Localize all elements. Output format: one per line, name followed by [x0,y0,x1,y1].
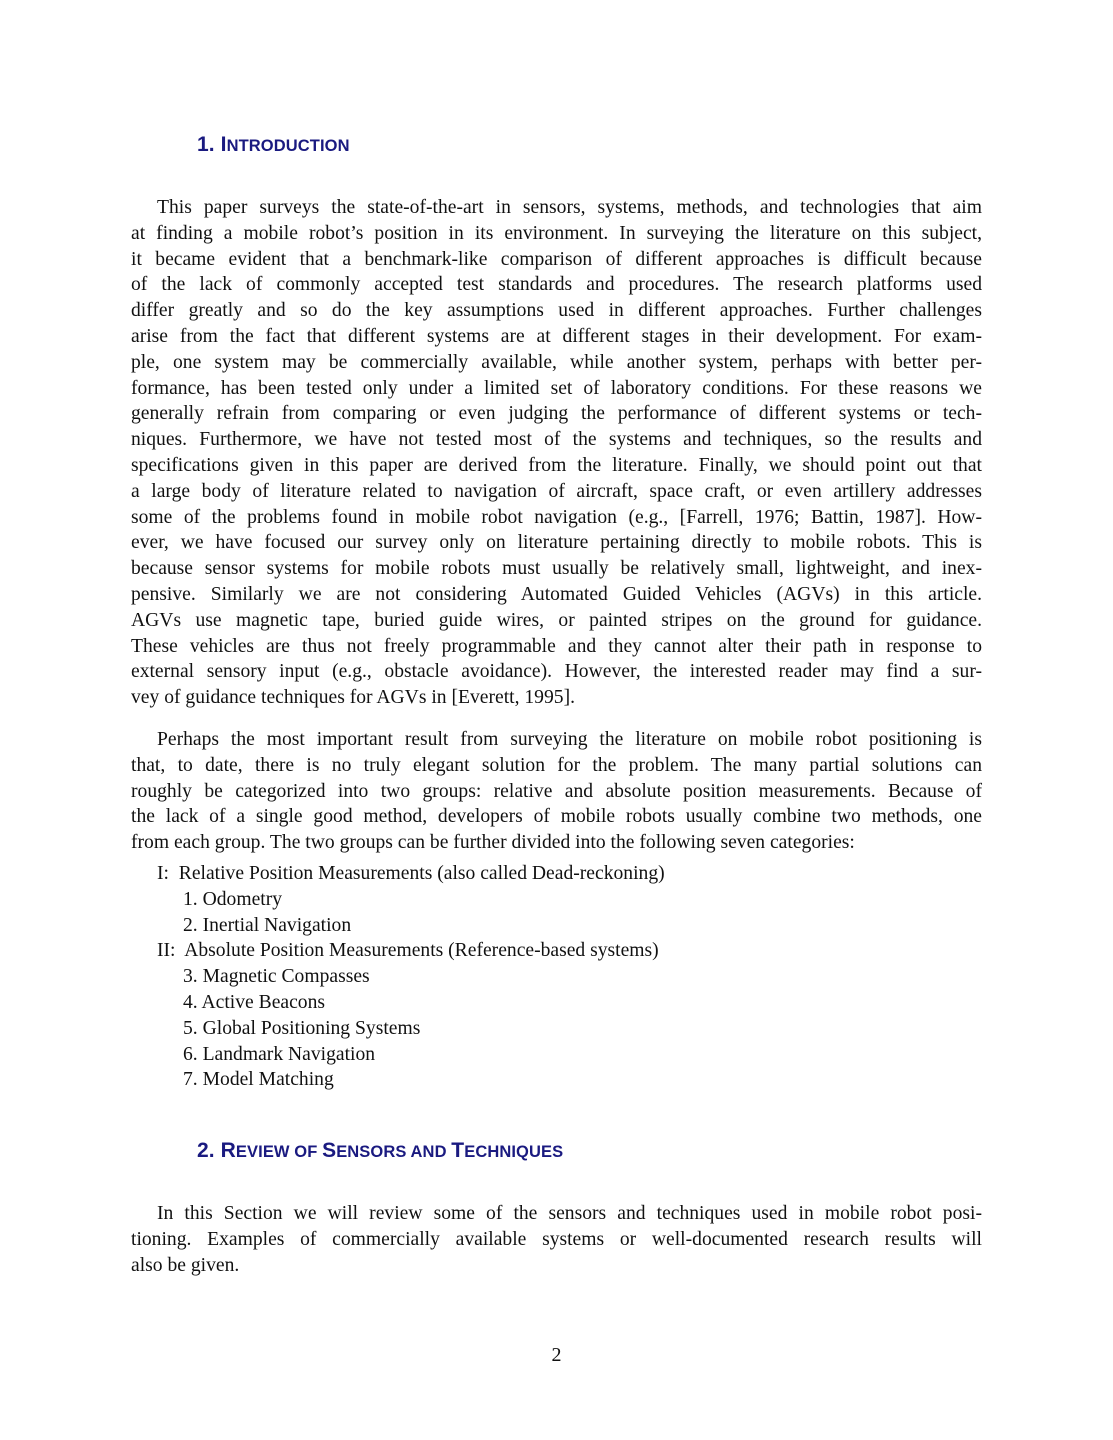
heading-text-smallcaps: ECHNIQUES [464,1143,564,1161]
category-item: 1. Odometry [183,888,283,910]
category-item: 2. Inertial Navigation [183,914,352,936]
text-line: niques. Furthermore, we have not tested most of the systems and techniques, so the results and [131,429,982,451]
text-line: it became evident that a benchmark-like comparison of different approaches is difficult because [131,248,982,270]
section-heading-introduction [197,133,350,157]
heading-text-smallcaps: NTRODUCTION [226,137,350,155]
text-line: the lack of a single good method, developers of mobile robots usually combine two methods, one [131,806,982,828]
text-line: from each group. The two groups can be further divided into the following seven categories: [131,832,855,854]
text-line: some of the problems found in mobile robot navigation (e.g., [Farrell, 1976; Battin, 1987]. How- [131,506,982,528]
text-line: tioning. Examples of commercially available systems or well-documented research results will [131,1228,982,1250]
text-line: AGVs use magnetic tape, buried guide wires, or painted stripes on the ground for guidance. [131,609,982,631]
intro-paragraph-1 [131,195,982,711]
heading-text: I [220,133,227,156]
text-line: ever, we have focused our survey only on literature pertaining directly to mobile robots. This is [131,532,982,554]
category-item: 5. Global Positioning Systems [183,1017,421,1039]
category-item: 6. Landmark Navigation [183,1043,376,1065]
heading-text: S [322,1139,337,1162]
text-line: because sensor systems for mobile robots must usually be relatively small, lightweight, and inex- [131,558,982,580]
category-item: 4. Active Beacons [183,991,326,1013]
category-group-relative: I: Relative Position Measurements (also called Dead-reckoning) [157,863,665,884]
text-line: roughly be categorized into two groups: relative and absolute position measurements. Because of [131,780,982,802]
text-line: external sensory input (e.g., obstacle avoidance). However, the interested reader may find a sur- [131,661,982,683]
heading-number: 1. [197,133,221,156]
section-heading-review [197,1139,563,1163]
review-paragraph-1 [131,1201,982,1278]
text-line: vey of guidance techniques for AGVs in [Everett, 1995]. [131,687,575,709]
category-group-absolute: II: Absolute Position Measurements (Reference-based systems) [157,940,659,962]
heading-text-smallcaps: ENSORS AND [336,1143,452,1161]
text-line: generally refrain from comparing or even judging the performance of different systems or tech- [131,403,982,425]
text-line: In this Section we will review some of the sensors and techniques used in mobile robot posi- [157,1203,982,1224]
text-line: Perhaps the most important result from surveying the literature on mobile robot positioning is [157,729,982,750]
text-line: that, to date, there is no truly elegant solution for the problem. The many partial solutions can [131,754,982,776]
heading-text: R [220,1139,236,1162]
text-line: These vehicles are thus not freely programmable and they cannot alter their path in response to [131,635,982,657]
text-line: a large body of literature related to navigation of aircraft, space craft, or even artillery addresses [131,480,982,502]
intro-paragraph-2 [131,727,982,856]
text-line: also be given. [131,1254,240,1276]
heading-text-smallcaps: EVIEW OF [235,1143,323,1161]
text-line: specifications given in this paper are derived from the literature. Finally, we should point out that [131,454,982,476]
category-list [157,861,665,1093]
heading-text: T [451,1139,465,1162]
text-line: differ greatly and so do the key assumptions used in different approaches. Further challenges [131,300,982,322]
text-line: pensive. Similarly we are not considering Automated Guided Vehicles (AGVs) in this article. [131,583,982,605]
category-item: 7. Model Matching [183,1069,334,1091]
heading-number: 2. [197,1139,221,1162]
text-line: formance, has been tested only under a limited set of laboratory conditions. For these reasons we [131,377,982,399]
page-number: 2 [551,1344,562,1366]
text-line: at finding a mobile robot’s position in its environment. In surveying the literature on this subject, [131,222,982,244]
category-item: 3. Magnetic Compasses [183,966,370,988]
text-line: This paper surveys the state-of-the-art in sensors, systems, methods, and technologies that aim [157,197,982,218]
text-line: arise from the fact that different systems are at different stages in their development. For exam- [131,325,982,347]
text-line: ple, one system may be commercially available, while another system, perhaps with better per- [131,351,982,373]
text-line: of the lack of commonly accepted test standards and procedures. The research platforms used [131,274,982,296]
